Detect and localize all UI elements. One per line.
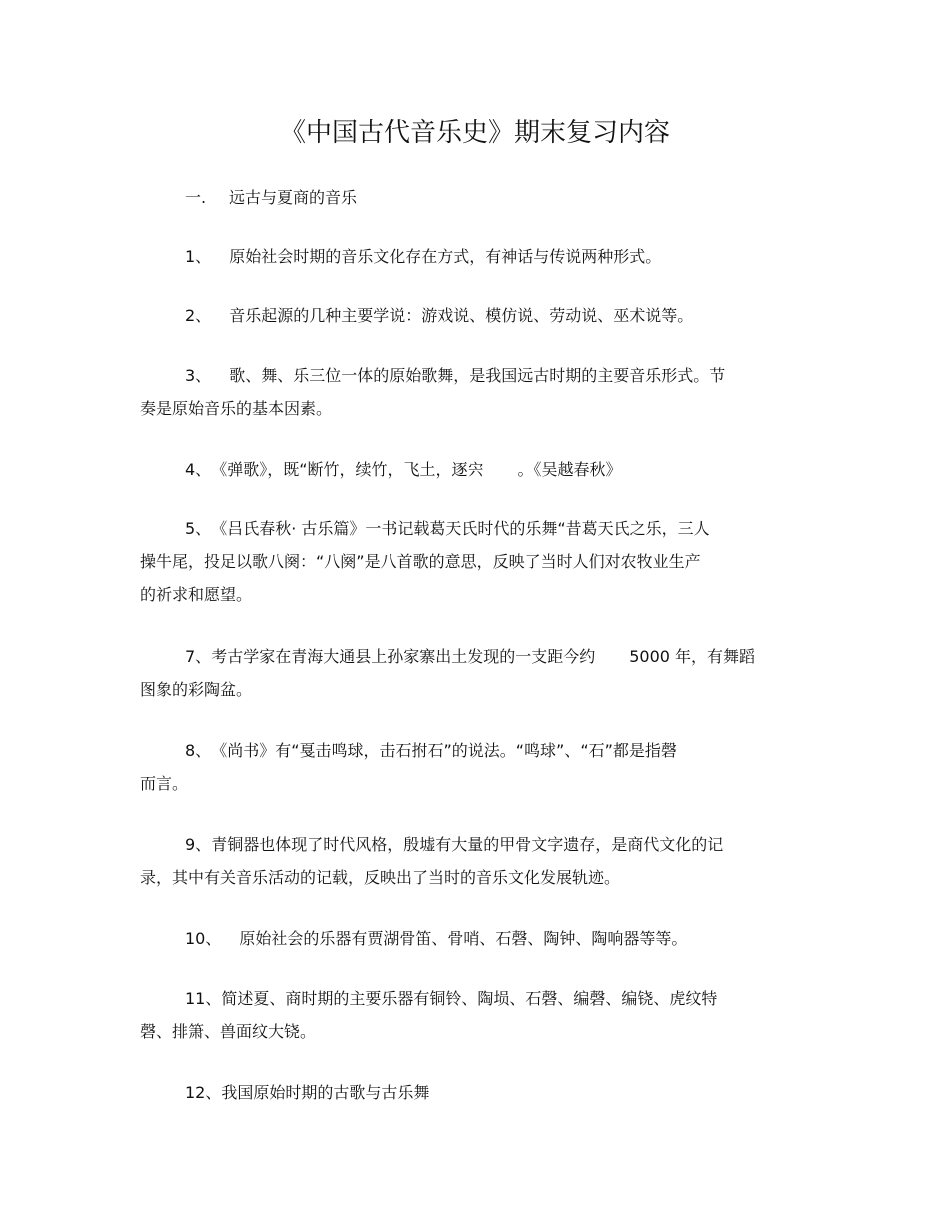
item-number: 3、 — [185, 366, 212, 385]
item-text: 青铜器也体现了时代风格，殷墟有大量的甲骨文字遗存，是商代文化的记 — [211, 835, 724, 854]
section-title: 远古与夏商的音乐 — [229, 188, 358, 207]
document-title: 《中国古代音乐史》期末复习内容 — [279, 118, 670, 148]
item-number: 7、 — [185, 647, 212, 666]
item-number: 5、 — [185, 519, 212, 538]
item-text-continued: 而言。 — [140, 774, 189, 793]
item-number: 2、 — [185, 306, 212, 325]
section-number: 一. — [185, 188, 207, 207]
item-number: 11、 — [185, 989, 222, 1008]
item-text-continued: 的祈求和愿望。 — [140, 585, 253, 604]
item-text-tail: 。《吴越春秋》 — [517, 460, 622, 479]
list-item-2 — [140, 299, 800, 332]
item-text: 考古学家在青海大通县上孙家寨出土发现的一支距今约 — [211, 647, 596, 666]
item-text-continued: 操牛尾，投足以歌八阕：“八阕”是八首歌的意思，反映了当时人们对农牧业生产 — [140, 552, 701, 571]
item-text: 《吕氏春秋· 古乐篇》一书记载葛天氏时代的乐舞“昔葛天氏之乐，三人 — [211, 519, 710, 538]
item-number: 8、 — [185, 741, 212, 760]
list-item-1 — [140, 240, 800, 273]
item-text: 原始社会的乐器有贾湖骨笛、骨哨、石磬、陶钟、陶响器等等。 — [239, 929, 688, 948]
item-number: 12、 — [185, 1083, 222, 1102]
item-number: 1、 — [185, 247, 212, 266]
section-heading — [140, 181, 800, 214]
item-number: 9、 — [185, 835, 212, 854]
item-text: 原始社会时期的音乐文化存在方式，有神话与传说两种形式。 — [229, 247, 662, 266]
list-item-7 — [140, 640, 800, 706]
item-text-continued: 磬、排箫、兽面纹大铙。 — [140, 1022, 317, 1041]
list-item-12 — [140, 1076, 800, 1109]
item-text-tail: 5000 年，有舞蹈 — [629, 647, 756, 666]
list-item-11 — [140, 982, 800, 1048]
item-text: 《尚书》有“戛击鸣球，击石拊石”的说法。“鸣球”、“石”都是指磬 — [211, 741, 677, 760]
item-text: 音乐起源的几种主要学说：游戏说、模仿说、劳动说、巫术说等。 — [229, 306, 694, 325]
list-item-5 — [140, 512, 800, 611]
item-text-continued: 奏是原始音乐的基本因素。 — [140, 399, 333, 418]
item-text: 简述夏、商时期的主要乐器有铜铃、陶埙、石磬、编磬、编铙、虎纹特 — [221, 989, 718, 1008]
list-item-4 — [140, 453, 800, 486]
item-text-continued: 录，其中有关音乐活动的记载，反映出了当时的音乐文化发展轨迹。 — [140, 868, 621, 887]
item-text: 歌、舞、乐三位一体的原始歌舞，是我国远古时期的主要音乐形式。节 — [229, 366, 726, 385]
item-text: 我国原始时期的古歌与古乐舞 — [221, 1083, 430, 1102]
list-item-8 — [140, 734, 800, 800]
item-number: 4、 — [185, 460, 212, 479]
item-text: 《弹歌》，既“断竹，续竹，飞土，逐宍 — [211, 460, 484, 479]
list-item-3 — [140, 359, 800, 425]
list-item-10 — [140, 922, 800, 955]
item-text-continued: 图象的彩陶盆。 — [140, 680, 253, 699]
list-item-9 — [140, 828, 800, 894]
item-number: 10、 — [185, 929, 222, 948]
